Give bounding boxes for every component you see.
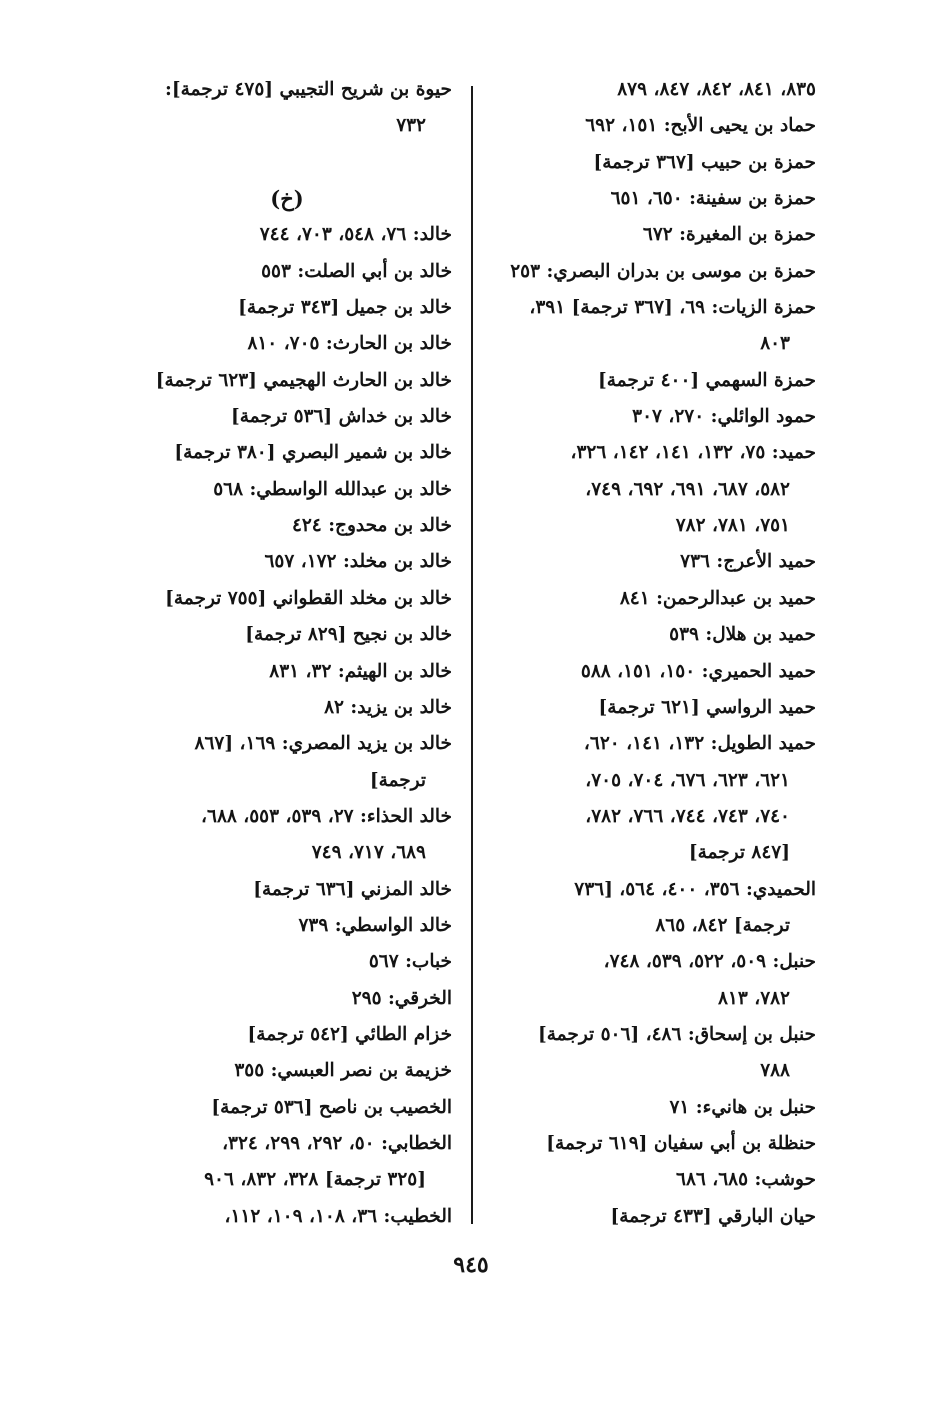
index-entry: حميد الحميري: ١٥٠، ١٥١، ٥٨٨: [580, 660, 816, 682]
index-entry: خالد بن نجيح [٨٢٩ ترجمة]: [245, 624, 452, 646]
index-entry: ٥٨٢، ٦٨٧، ٦٩١، ٦٩٢، ٧٤٩،: [585, 478, 790, 500]
index-entry: خباب: ٥٦٧: [368, 951, 452, 973]
index-entry: خالد بن الهيثم: ٣٢، ٨٣١: [269, 660, 452, 682]
index-entry: حميد الطويل: ١٣٢، ١٤١، ٦٢٠،: [583, 733, 816, 755]
index-entry: حمزة الزيات: ٦٩، [٣٦٧ ترجمة] ٣٩١،: [529, 297, 816, 319]
index-entry: خالد بن يزيد المصري: ١٦٩، [٨٦٧: [194, 733, 452, 755]
index-entry: الخطيب: ٣٦، ١٠٨، ١٠٩، ١١٢،: [224, 1205, 452, 1227]
index-entry: حميد: ٧٥، ١٣٢، ١٤١، ١٤٢، ٣٢٦،: [570, 442, 816, 464]
index-entry: ٨٣٥، ٨٤١، ٨٤٢، ٨٤٧، ٨٧٩: [617, 79, 816, 100]
index-entry: ٧٥١، ٧٨١، ٧٨٢: [675, 515, 790, 537]
index-entry: خالد الواسطي: ٧٣٩: [298, 914, 452, 936]
index-entry: حماد بن يحيى الأبح: ١٥١، ٦٩٢: [585, 115, 816, 137]
index-entry: خالد بن جميل [٣٤٣ ترجمة]: [238, 297, 452, 319]
index-entry: خالد بن مخلد القطواني [٧٥٥ ترجمة]: [165, 587, 452, 609]
index-entry: خزيمة بن نصر العبسي: ٣٥٥: [234, 1060, 452, 1082]
left-column: [122, 72, 452, 1235]
index-entry: حنظلة بن أبي سفيان [٦١٩ ترجمة]: [546, 1132, 816, 1154]
index-entry: حمزة بن موسى بن بدران البصري: ٢٥٣: [510, 260, 816, 282]
index-entry: حمزة بن المغيرة: ٦٧٢: [642, 224, 816, 246]
index-entry: خالد: ٧٦، ٥٤٨، ٧٠٣، ٧٤٤: [259, 224, 452, 246]
right-column: [488, 72, 816, 1235]
index-entry: الخطابي: ٥٠، ٢٩٢، ٢٩٩، ٣٢٤،: [222, 1132, 452, 1154]
index-entry: حميد بن هلال: ٥٣٩: [669, 624, 816, 646]
index-entry: خالد بن الحارث الهجيمي [٦٢٣ ترجمة]: [155, 369, 452, 391]
index-entry: خالد بن مخلد: ١٧٢، ٦٥٧: [264, 551, 452, 573]
index-entry: حمزة بن سفينة: ٦٥٠، ٦٥١: [610, 188, 816, 210]
index-entry: الخرقي: ٢٩٥: [351, 987, 452, 1009]
index-entry: خالد بن شمير البصري [٣٨٠ ترجمة]: [174, 442, 452, 464]
index-entry: حنبل بن إسحاق: ٤٨٦، [٥٠٦ ترجمة]: [538, 1023, 816, 1045]
index-entry: خالد بن عبدالله الواسطي: ٥٦٨: [213, 478, 452, 500]
index-entry: خالد بن أبي الصلت: ٥٥٣: [261, 260, 452, 282]
index-entry: [122, 145, 452, 181]
index-entry: ٧٨٨: [760, 1060, 790, 1082]
index-entry: ترجمة]: [369, 769, 426, 791]
index-entry: ٨٠٣: [760, 333, 790, 355]
index-entry: حنبل بن هانيء: ٧١: [669, 1096, 816, 1118]
index-entry: خالد الحذاء: ٢٧، ٥٣٩، ٥٥٣، ٦٨٨،: [201, 805, 452, 827]
index-entry: حميد الأعرج: ٧٣٦: [680, 551, 816, 573]
index-entry: ٧٤٠، ٧٤٣، ٧٤٤، ٧٦٦، ٧٨٢،: [585, 805, 790, 827]
column-divider: [471, 86, 473, 1224]
index-entry: ٧٣٢: [396, 115, 426, 137]
index-entry: حيان البارقي [٤٣٣ ترجمة]: [610, 1205, 816, 1227]
index-entry: حوشب: ٦٨٥، ٦٨٦: [676, 1169, 816, 1191]
index-entry: ٦٢١، ٦٢٣، ٦٧٦، ٧٠٤، ٧٠٥،: [585, 769, 790, 791]
index-entry: خالد بن يزيد: ٨٢: [324, 696, 452, 718]
index-entry: خالد بن الحارث: ٧٠٥، ٨١٠: [247, 333, 452, 355]
index-entry: حمود الوائلي: ٢٧٠، ٣٠٧: [632, 406, 816, 428]
index-entry: الحميدي: ٣٥٦، ٤٠٠، ٥٦٤، [٧٣٦: [574, 878, 816, 900]
index-entry: حمزة بن حبيب [٣٦٧ ترجمة]: [593, 151, 816, 173]
index-entry: ٧٨٢، ٨١٣: [717, 987, 790, 1009]
index-entry: [٣٢٥ ترجمة] ٣٢٨، ٨٣٢، ٩٠٦: [204, 1169, 426, 1191]
index-entry: ٦٨٩، ٧١٧، ٧٤٩: [311, 842, 426, 864]
index-entry: ترجمة] ٨٤٢، ٨٦٥: [655, 914, 790, 936]
index-entry: خالد بن محدوج: ٤٢٤: [291, 515, 452, 537]
index-entry: الخصيب بن ناصح [٥٣٦ ترجمة]: [211, 1096, 452, 1118]
index-entry: خالد المزني [٦٣٦ ترجمة]: [253, 878, 452, 900]
page-number: ٩٤٥: [453, 1252, 489, 1278]
index-entry: حيوة بن شريح التجيبي [٤٧٥ ترجمة]:: [165, 79, 452, 100]
index-entry: [٨٤٧ ترجمة]: [688, 842, 790, 864]
section-heading: (خ): [270, 186, 304, 212]
index-entry: حنبل: ٥٠٩، ٥٢٢، ٥٣٩، ٧٤٨،: [603, 951, 816, 973]
index-entry: خالد بن خداش [٥٣٦ ترجمة]: [230, 406, 452, 428]
index-entry: حميد بن عبدالرحمن: ٨٤١: [619, 587, 816, 609]
index-entry: حمزة السهمي [٤٠٠ ترجمة]: [597, 369, 816, 391]
index-entry: خزام الطائي [٥٤٢ ترجمة]: [247, 1023, 452, 1045]
index-entry: حميد الرواسي [٦٢١ ترجمة]: [598, 696, 816, 718]
